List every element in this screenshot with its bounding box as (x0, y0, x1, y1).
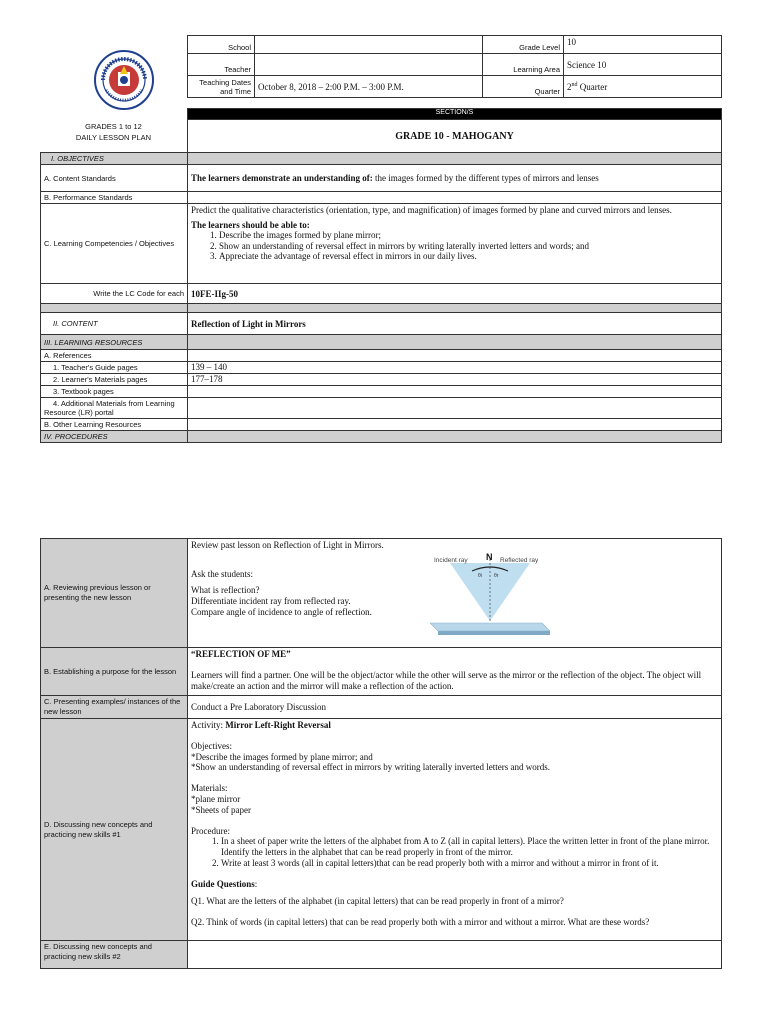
section-name: GRADE 10 - MAHOGANY (395, 130, 514, 142)
performance-standards-label: B. Performance Standards (41, 192, 188, 204)
teachers-guide-label: 1. Teacher's Guide pages (41, 362, 188, 374)
references-label: A. References (41, 350, 188, 362)
competencies-heading: The learners should be able to: (191, 219, 310, 230)
procedure-steps (191, 836, 718, 868)
competencies-intro: Predict the qualitative characteristics (orientation, type, and magnification) of images formed by plane and curved mirrors and lenses. (191, 205, 672, 215)
teacher-field[interactable] (255, 54, 483, 76)
teachers-guide-value: 139 – 140 (188, 362, 722, 374)
guide-questions-title: Guide Questions (191, 878, 255, 889)
learning-area-field[interactable]: Science 10 (564, 54, 722, 76)
quarter-suffix: nd (571, 81, 578, 88)
angle-reflection-label: θr (494, 573, 499, 579)
other-resources-label: B. Other Learning Resources (41, 419, 188, 431)
procedure-a-q3: Compare angle of incidence to angle of reflection. (191, 607, 372, 617)
procedure-heading: Procedure: (191, 825, 230, 836)
guide-questions-colon: : (254, 878, 258, 889)
activity-title: Mirror Left-Right Reversal (225, 720, 331, 730)
content-standards-value (188, 165, 722, 192)
textbook-label: 3. Textbook pages (41, 386, 188, 398)
grade-level-field[interactable]: 10 (564, 36, 722, 54)
procedures-table (40, 538, 722, 969)
activity-prefix: Activity: (191, 720, 226, 730)
grade-level-label: Grade Level (483, 36, 564, 54)
procedure-b-label: B. Establishing a purpose for the lesson (41, 648, 188, 696)
learners-materials-value: 177–178 (188, 374, 722, 386)
procedure-b-title: “REFLECTION OF ME” (191, 649, 291, 659)
competencies-list (191, 230, 718, 262)
content-standards-label: A. Content Standards (41, 165, 188, 192)
guide-question-1: Q1. What are the letters of the alphabet (in capital letters) that can be read properly in front of a mirror? (191, 895, 564, 906)
procedure-a-label: A. Reviewing previous lesson or presenting the new lesson (41, 539, 188, 648)
competency-item: 1. Describe the images formed by plane mirror; (219, 230, 718, 241)
procedure-c-value: Conduct a Pre Laboratory Discussion (188, 696, 722, 719)
procedure-a-q1: What is reflection? (191, 585, 260, 595)
content-standards-bold: The learners demonstrate an understanding of: (191, 173, 373, 183)
section-value (188, 120, 722, 153)
procedure-step: 2. Write at least 3 words (all in capital letters)that can be read properly both with a mirror and without a mirror in front of it. (221, 858, 718, 869)
procedure-a-q2: Differentiate incident ray from reflected ray. (191, 596, 351, 606)
quarter-word: Quarter (577, 81, 608, 92)
procedure-b-text: Learners will find a partner. One will be the object/actor while the other will serve as the mirror or the reflection of the object. The object will make/create an action and the mirror will make a reflection of the action. (191, 670, 702, 691)
additional-materials-label: 4. Additional Materials from Learning Resource (LR) portal (41, 398, 188, 419)
competency-item: 3. Appreciate the advantage of reversal effect in mirrors in our daily lives. (219, 251, 718, 262)
school-field[interactable] (255, 36, 483, 54)
guide-questions-heading (191, 879, 718, 890)
learners-materials-label: 2. Learner's Materials pages (41, 374, 188, 386)
material-2: *Sheets of paper (191, 804, 251, 815)
procedure-c-label: C. Presenting examples/ instances of the new lesson (41, 696, 188, 719)
angle-incidence-label: θi (478, 573, 482, 579)
quarter-label: Quarter (483, 76, 564, 98)
procedure-e-label: E. Discussing new concepts and practicing new skills #2 (41, 941, 188, 969)
objective-2: *Show an understanding of reversal effect in mirrors by writing laterally inverted letters and words. (191, 762, 550, 773)
section-label: SECTION/S (435, 109, 474, 116)
dates-label: Teaching Dates and Time (188, 76, 255, 98)
quarter-number: 2 (567, 81, 572, 92)
procedure-d-value (188, 719, 722, 941)
procedure-a-value (188, 539, 722, 648)
school-label: School (188, 36, 255, 54)
dates-field[interactable]: October 8, 2018 – 2:00 P.M. – 3:00 P.M. (255, 76, 483, 98)
learning-area-label: Learning Area (483, 54, 564, 76)
competencies-value (188, 204, 722, 284)
lc-code-label: Write the LC Code for each (41, 284, 188, 304)
procedure-a-ask: Ask the students: (191, 569, 253, 579)
daily-lesson-plan-title: DAILY LESSON PLAN (75, 133, 152, 142)
teacher-label: Teacher (188, 54, 255, 76)
procedure-b-value (188, 648, 722, 696)
procedure-step: 1. In a sheet of paper write the letters of the alphabet from A to Z (all in capital letters). Place the written letter in front of the plane mirror. Identify the letters in the alphabet that can be read properly in front of the mirror. (221, 836, 718, 858)
reflected-ray-label: Reflected ray (500, 557, 539, 564)
material-1: *plane mirror (191, 793, 241, 804)
materials-heading: Materials: (191, 783, 228, 794)
lc-code-value: 10FE-IIg-50 (188, 284, 722, 304)
deped-seal-logo (94, 50, 154, 110)
grades-title: GRADES 1 to 12 (85, 122, 142, 131)
normal-label: N (486, 552, 493, 562)
reflection-diagram (430, 551, 550, 641)
objectives-heading-d: Objectives: (191, 740, 232, 751)
content-value: Reflection of Light in Mirrors (188, 313, 722, 335)
quarter-field[interactable] (564, 76, 722, 98)
objectives-heading: I. OBJECTIVES (41, 153, 188, 165)
lesson-plan-table (40, 108, 722, 443)
competency-item: 2. Show an understanding of reversal effect in mirrors by writing laterally inverted letters and words; and (219, 241, 718, 252)
competencies-label: C. Learning Competencies / Objectives (41, 204, 188, 284)
learning-resources-heading: III. LEARNING RESOURCES (41, 335, 188, 350)
header-info-table (187, 35, 722, 98)
procedures-heading: IV. PROCEDURES (41, 431, 188, 443)
procedure-a-review: Review past lesson on Reflection of Light in Mirrors. (191, 540, 384, 550)
section-header-bar (188, 109, 722, 120)
guide-question-2: Q2. Think of words (in capital letters) that can be read properly both with a mirror and without a mirror. What are these words? (191, 917, 650, 928)
activity-line (191, 720, 718, 731)
procedure-d-label: D. Discussing new concepts and practicing new skills #1 (41, 719, 188, 941)
objective-1: *Describe the images formed by plane mirror; and (191, 751, 373, 762)
content-heading: II. CONTENT (41, 313, 188, 335)
content-standards-text: the images formed by the different types of mirrors and lenses (372, 173, 599, 183)
incident-ray-label: Incident ray (434, 557, 468, 564)
